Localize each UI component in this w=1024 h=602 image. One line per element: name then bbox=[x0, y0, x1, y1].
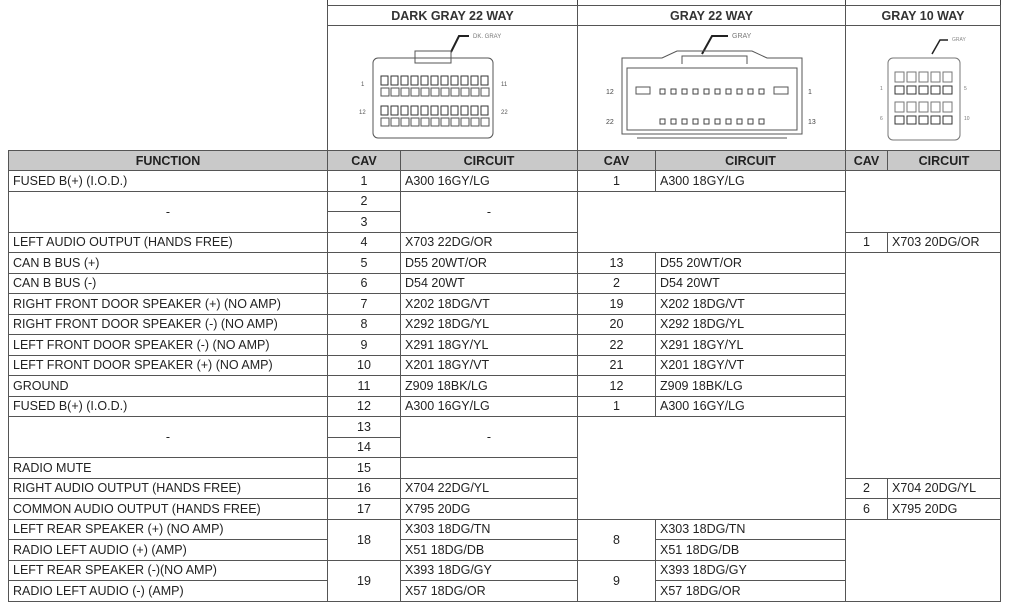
pin-cavity bbox=[774, 87, 788, 94]
header-cav: CAV bbox=[846, 151, 888, 171]
pin-cavity bbox=[660, 119, 665, 124]
connector-header-table bbox=[327, 5, 1001, 152]
pin-cavity bbox=[759, 89, 764, 94]
pinout-table bbox=[8, 150, 1001, 602]
circuit-cell: A300 16GY/LG bbox=[401, 171, 578, 192]
cav-cell: 8 bbox=[578, 519, 656, 560]
pin-cavity bbox=[682, 119, 687, 124]
circuit-cell: X57 18DG/OR bbox=[401, 581, 578, 602]
function-cell: RIGHT FRONT DOOR SPEAKER (+) (NO AMP) bbox=[9, 294, 328, 315]
svg-text:22: 22 bbox=[500, 110, 508, 116]
pin-cavity bbox=[391, 106, 398, 115]
circuit-cell: X703 22DG/OR bbox=[401, 232, 578, 253]
circuit-cell: X51 18DG/DB bbox=[401, 540, 578, 561]
circuit-cell: X202 18DG/VT bbox=[656, 294, 846, 315]
header-cav: CAV bbox=[578, 151, 656, 171]
pin-cavity bbox=[943, 86, 952, 94]
circuit-cell: A300 18GY/LG bbox=[656, 171, 846, 192]
circuit-cell: X393 18DG/GY bbox=[656, 560, 846, 581]
circuit-cell: X795 20DG bbox=[401, 499, 578, 520]
function-cell: GROUND bbox=[9, 376, 328, 397]
pin-cavity bbox=[451, 118, 459, 126]
svg-text:1: 1 bbox=[880, 86, 883, 92]
cav-cell: 1 bbox=[846, 232, 888, 253]
pin-cavity bbox=[919, 72, 928, 82]
svg-text:22: 22 bbox=[605, 119, 614, 126]
pin-cavity bbox=[451, 88, 459, 96]
pin-cavity bbox=[693, 89, 698, 94]
pin-cavity bbox=[748, 89, 753, 94]
table-row bbox=[9, 499, 1001, 520]
svg-text:DK. GRAY: DK. GRAY bbox=[472, 34, 501, 40]
pin-cavity bbox=[431, 76, 438, 85]
connector-diagram-gray-10 bbox=[846, 26, 1001, 152]
table-row bbox=[9, 519, 1001, 540]
svg-text:11: 11 bbox=[500, 82, 507, 88]
pin-cavity bbox=[381, 88, 389, 96]
cav-cell: 19 bbox=[578, 294, 656, 315]
pin-cavity bbox=[704, 89, 709, 94]
cav-cell: 22 bbox=[578, 335, 656, 356]
function-cell: LEFT AUDIO OUTPUT (HANDS FREE) bbox=[9, 232, 328, 253]
function-cell: RIGHT FRONT DOOR SPEAKER (-) (NO AMP) bbox=[9, 314, 328, 335]
pin-cavity bbox=[481, 88, 489, 96]
circuit-cell: - bbox=[401, 191, 578, 232]
pin-cavity bbox=[671, 119, 676, 124]
pin-cavity bbox=[931, 72, 940, 82]
pin-cavity bbox=[919, 102, 928, 112]
pin-cavity bbox=[401, 106, 408, 115]
pin-cavity bbox=[660, 89, 665, 94]
header-function: FUNCTION bbox=[9, 151, 328, 171]
connector-diagram-gray-22 bbox=[578, 26, 846, 152]
function-cell: CAN B BUS (+) bbox=[9, 253, 328, 274]
function-cell: RADIO LEFT AUDIO (+) (AMP) bbox=[9, 540, 328, 561]
circuit-cell: X51 18DG/DB bbox=[656, 540, 846, 561]
table-row bbox=[9, 478, 1001, 499]
circuit-cell: D55 20WT/OR bbox=[401, 253, 578, 274]
pin-cavity bbox=[682, 89, 687, 94]
pin-cavity bbox=[931, 102, 940, 112]
circuit-cell: X704 22DG/YL bbox=[401, 478, 578, 499]
function-cell: FUSED B(+) (I.O.D.) bbox=[9, 396, 328, 417]
function-cell: LEFT FRONT DOOR SPEAKER (-) (NO AMP) bbox=[9, 335, 328, 356]
pin-cavity bbox=[895, 72, 904, 82]
pin-cavity bbox=[461, 106, 468, 115]
circuit-cell: D54 20WT bbox=[656, 273, 846, 294]
pin-cavity bbox=[391, 88, 399, 96]
function-cell: LEFT REAR SPEAKER (+) (NO AMP) bbox=[9, 519, 328, 540]
circuit-cell: X704 20DG/YL bbox=[888, 478, 1001, 499]
cav-cell: 1 bbox=[328, 171, 401, 192]
header-cav: CAV bbox=[328, 151, 401, 171]
pin-cavity bbox=[401, 118, 409, 126]
pin-cavity bbox=[907, 116, 916, 124]
pin-cavity bbox=[693, 119, 698, 124]
pin-cavity bbox=[726, 119, 731, 124]
pin-cavity bbox=[895, 116, 904, 124]
pin-cavity bbox=[759, 119, 764, 124]
empty-cell bbox=[401, 458, 578, 479]
pin-cavity bbox=[907, 102, 916, 112]
cav-cell: 2 bbox=[578, 273, 656, 294]
svg-text:12: 12 bbox=[605, 89, 614, 96]
cav-cell: 3 bbox=[328, 212, 401, 233]
circuit-cell: X292 18DG/YL bbox=[656, 314, 846, 335]
pin-cavity bbox=[907, 72, 916, 82]
pin-cavity bbox=[931, 86, 940, 94]
cav-cell: 20 bbox=[578, 314, 656, 335]
cav-cell: 5 bbox=[328, 253, 401, 274]
pin-cavity bbox=[704, 119, 709, 124]
circuit-cell: Z909 18BK/LG bbox=[656, 376, 846, 397]
pin-cavity bbox=[931, 116, 940, 124]
function-cell: FUSED B(+) (I.O.D.) bbox=[9, 171, 328, 192]
svg-text:1: 1 bbox=[807, 89, 812, 96]
pin-cavity bbox=[431, 106, 438, 115]
table-row bbox=[9, 253, 1001, 274]
cav-cell: 8 bbox=[328, 314, 401, 335]
pin-cavity bbox=[391, 118, 399, 126]
pin-cavity bbox=[481, 106, 488, 115]
header-circuit: CIRCUIT bbox=[656, 151, 846, 171]
cav-cell: 1 bbox=[578, 171, 656, 192]
svg-text:GRAY: GRAY bbox=[731, 33, 751, 40]
cav-cell: 4 bbox=[328, 232, 401, 253]
svg-text:5: 5 bbox=[964, 86, 967, 92]
pin-cavity bbox=[726, 89, 731, 94]
pin-cavity bbox=[737, 119, 742, 124]
function-cell: COMMON AUDIO OUTPUT (HANDS FREE) bbox=[9, 499, 328, 520]
pin-cavity bbox=[919, 116, 928, 124]
pin-cavity bbox=[451, 76, 458, 85]
cav-cell: 13 bbox=[328, 417, 401, 438]
pin-cavity bbox=[421, 118, 429, 126]
pin-cavity bbox=[411, 118, 419, 126]
header-circuit: CIRCUIT bbox=[401, 151, 578, 171]
empty-cell bbox=[846, 253, 1001, 479]
pin-cavity bbox=[441, 106, 448, 115]
pin-cavity bbox=[381, 118, 389, 126]
pin-cavity bbox=[421, 106, 428, 115]
function-cell: RADIO LEFT AUDIO (-) (AMP) bbox=[9, 581, 328, 602]
pin-cavity bbox=[401, 76, 408, 85]
pin-cavity bbox=[943, 102, 952, 112]
circuit-cell: - bbox=[401, 417, 578, 458]
pin-cavity bbox=[671, 89, 676, 94]
connector-name-gray-22: GRAY 22 WAY bbox=[578, 6, 846, 26]
connector-name-dark-gray-22: DARK GRAY 22 WAY bbox=[328, 6, 578, 26]
empty-cell bbox=[578, 191, 846, 253]
pin-cavity bbox=[907, 86, 916, 94]
pin-cavity bbox=[461, 76, 468, 85]
cav-cell: 11 bbox=[328, 376, 401, 397]
pin-cavity bbox=[421, 88, 429, 96]
cav-cell: 2 bbox=[328, 191, 401, 212]
function-cell: CAN B BUS (-) bbox=[9, 273, 328, 294]
pin-cavity bbox=[381, 76, 388, 85]
cav-cell: 9 bbox=[578, 560, 656, 601]
function-cell: RIGHT AUDIO OUTPUT (HANDS FREE) bbox=[9, 478, 328, 499]
pin-cavity bbox=[441, 76, 448, 85]
function-cell: - bbox=[9, 417, 328, 458]
pin-cavity bbox=[481, 76, 488, 85]
header-circuit: CIRCUIT bbox=[888, 151, 1001, 171]
cav-cell: 15 bbox=[328, 458, 401, 479]
cav-cell: 18 bbox=[328, 519, 401, 560]
pin-cavity bbox=[421, 76, 428, 85]
circuit-cell: A300 16GY/LG bbox=[401, 396, 578, 417]
empty-cell bbox=[578, 417, 846, 520]
pin-cavity bbox=[451, 106, 458, 115]
pin-cavity bbox=[748, 119, 753, 124]
cav-cell: 16 bbox=[328, 478, 401, 499]
pin-cavity bbox=[737, 89, 742, 94]
function-cell: LEFT FRONT DOOR SPEAKER (+) (NO AMP) bbox=[9, 355, 328, 376]
pin-cavity bbox=[401, 88, 409, 96]
pin-cavity bbox=[943, 116, 952, 124]
circuit-cell: X303 18DG/TN bbox=[656, 519, 846, 540]
pin-cavity bbox=[391, 76, 398, 85]
cav-cell: 12 bbox=[328, 396, 401, 417]
pin-cavity bbox=[411, 88, 419, 96]
svg-text:6: 6 bbox=[880, 116, 883, 122]
cav-cell: 10 bbox=[328, 355, 401, 376]
svg-text:1: 1 bbox=[360, 82, 364, 88]
cav-cell: 17 bbox=[328, 499, 401, 520]
circuit-cell: Z909 18BK/LG bbox=[401, 376, 578, 397]
cav-cell: 12 bbox=[578, 376, 656, 397]
pin-cavity bbox=[481, 118, 489, 126]
pin-cavity bbox=[441, 88, 449, 96]
pin-cavity bbox=[411, 76, 418, 85]
pin-cavity bbox=[441, 118, 449, 126]
svg-text:GRAY: GRAY bbox=[952, 37, 966, 43]
cav-cell: 6 bbox=[328, 273, 401, 294]
circuit-cell: X303 18DG/TN bbox=[401, 519, 578, 540]
cav-cell: 14 bbox=[328, 437, 401, 458]
pin-cavity bbox=[471, 88, 479, 96]
empty-cell bbox=[846, 519, 1001, 601]
pin-cavity bbox=[715, 89, 720, 94]
circuit-cell: D55 20WT/OR bbox=[656, 253, 846, 274]
cav-cell: 21 bbox=[578, 355, 656, 376]
pin-cavity bbox=[471, 76, 478, 85]
circuit-cell: X393 18DG/GY bbox=[401, 560, 578, 581]
pin-cavity bbox=[461, 88, 469, 96]
cav-cell: 1 bbox=[578, 396, 656, 417]
function-cell: RADIO MUTE bbox=[9, 458, 328, 479]
cav-cell: 2 bbox=[846, 478, 888, 499]
circuit-cell: X795 20DG bbox=[888, 499, 1001, 520]
function-cell: LEFT REAR SPEAKER (-)(NO AMP) bbox=[9, 560, 328, 581]
cav-cell: 7 bbox=[328, 294, 401, 315]
svg-text:12: 12 bbox=[358, 110, 366, 116]
circuit-cell: X202 18DG/VT bbox=[401, 294, 578, 315]
pin-cavity bbox=[431, 118, 439, 126]
pin-cavity bbox=[943, 72, 952, 82]
circuit-cell: X57 18DG/OR bbox=[656, 581, 846, 602]
pin-cavity bbox=[381, 106, 388, 115]
pin-cavity bbox=[411, 106, 418, 115]
connector-diagram-dark-gray-22 bbox=[328, 26, 578, 152]
table-row bbox=[9, 171, 1001, 192]
header-row bbox=[9, 151, 1001, 171]
circuit-cell: X292 18DG/YL bbox=[401, 314, 578, 335]
svg-text:10: 10 bbox=[964, 116, 970, 122]
cav-cell: 19 bbox=[328, 560, 401, 601]
empty-cell bbox=[846, 171, 1001, 233]
pin-cavity bbox=[471, 106, 478, 115]
pin-cavity bbox=[895, 86, 904, 94]
function-cell: - bbox=[9, 191, 328, 232]
pin-cavity bbox=[919, 86, 928, 94]
circuit-cell: X291 18GY/YL bbox=[656, 335, 846, 356]
pin-cavity bbox=[715, 119, 720, 124]
cav-cell: 6 bbox=[846, 499, 888, 520]
circuit-cell: X201 18GY/VT bbox=[401, 355, 578, 376]
circuit-cell: A300 16GY/LG bbox=[656, 396, 846, 417]
circuit-cell: X703 20DG/OR bbox=[888, 232, 1001, 253]
pin-cavity bbox=[895, 102, 904, 112]
pin-cavity bbox=[461, 118, 469, 126]
pin-cavity bbox=[431, 88, 439, 96]
cav-cell: 13 bbox=[578, 253, 656, 274]
pin-cavity bbox=[471, 118, 479, 126]
svg-text:13: 13 bbox=[807, 119, 816, 126]
circuit-cell: D54 20WT bbox=[401, 273, 578, 294]
circuit-cell: X201 18GY/VT bbox=[656, 355, 846, 376]
connector-name-gray-10: GRAY 10 WAY bbox=[846, 6, 1001, 26]
circuit-cell: X291 18GY/YL bbox=[401, 335, 578, 356]
pin-cavity bbox=[636, 87, 650, 94]
table-row bbox=[9, 232, 1001, 253]
cav-cell: 9 bbox=[328, 335, 401, 356]
